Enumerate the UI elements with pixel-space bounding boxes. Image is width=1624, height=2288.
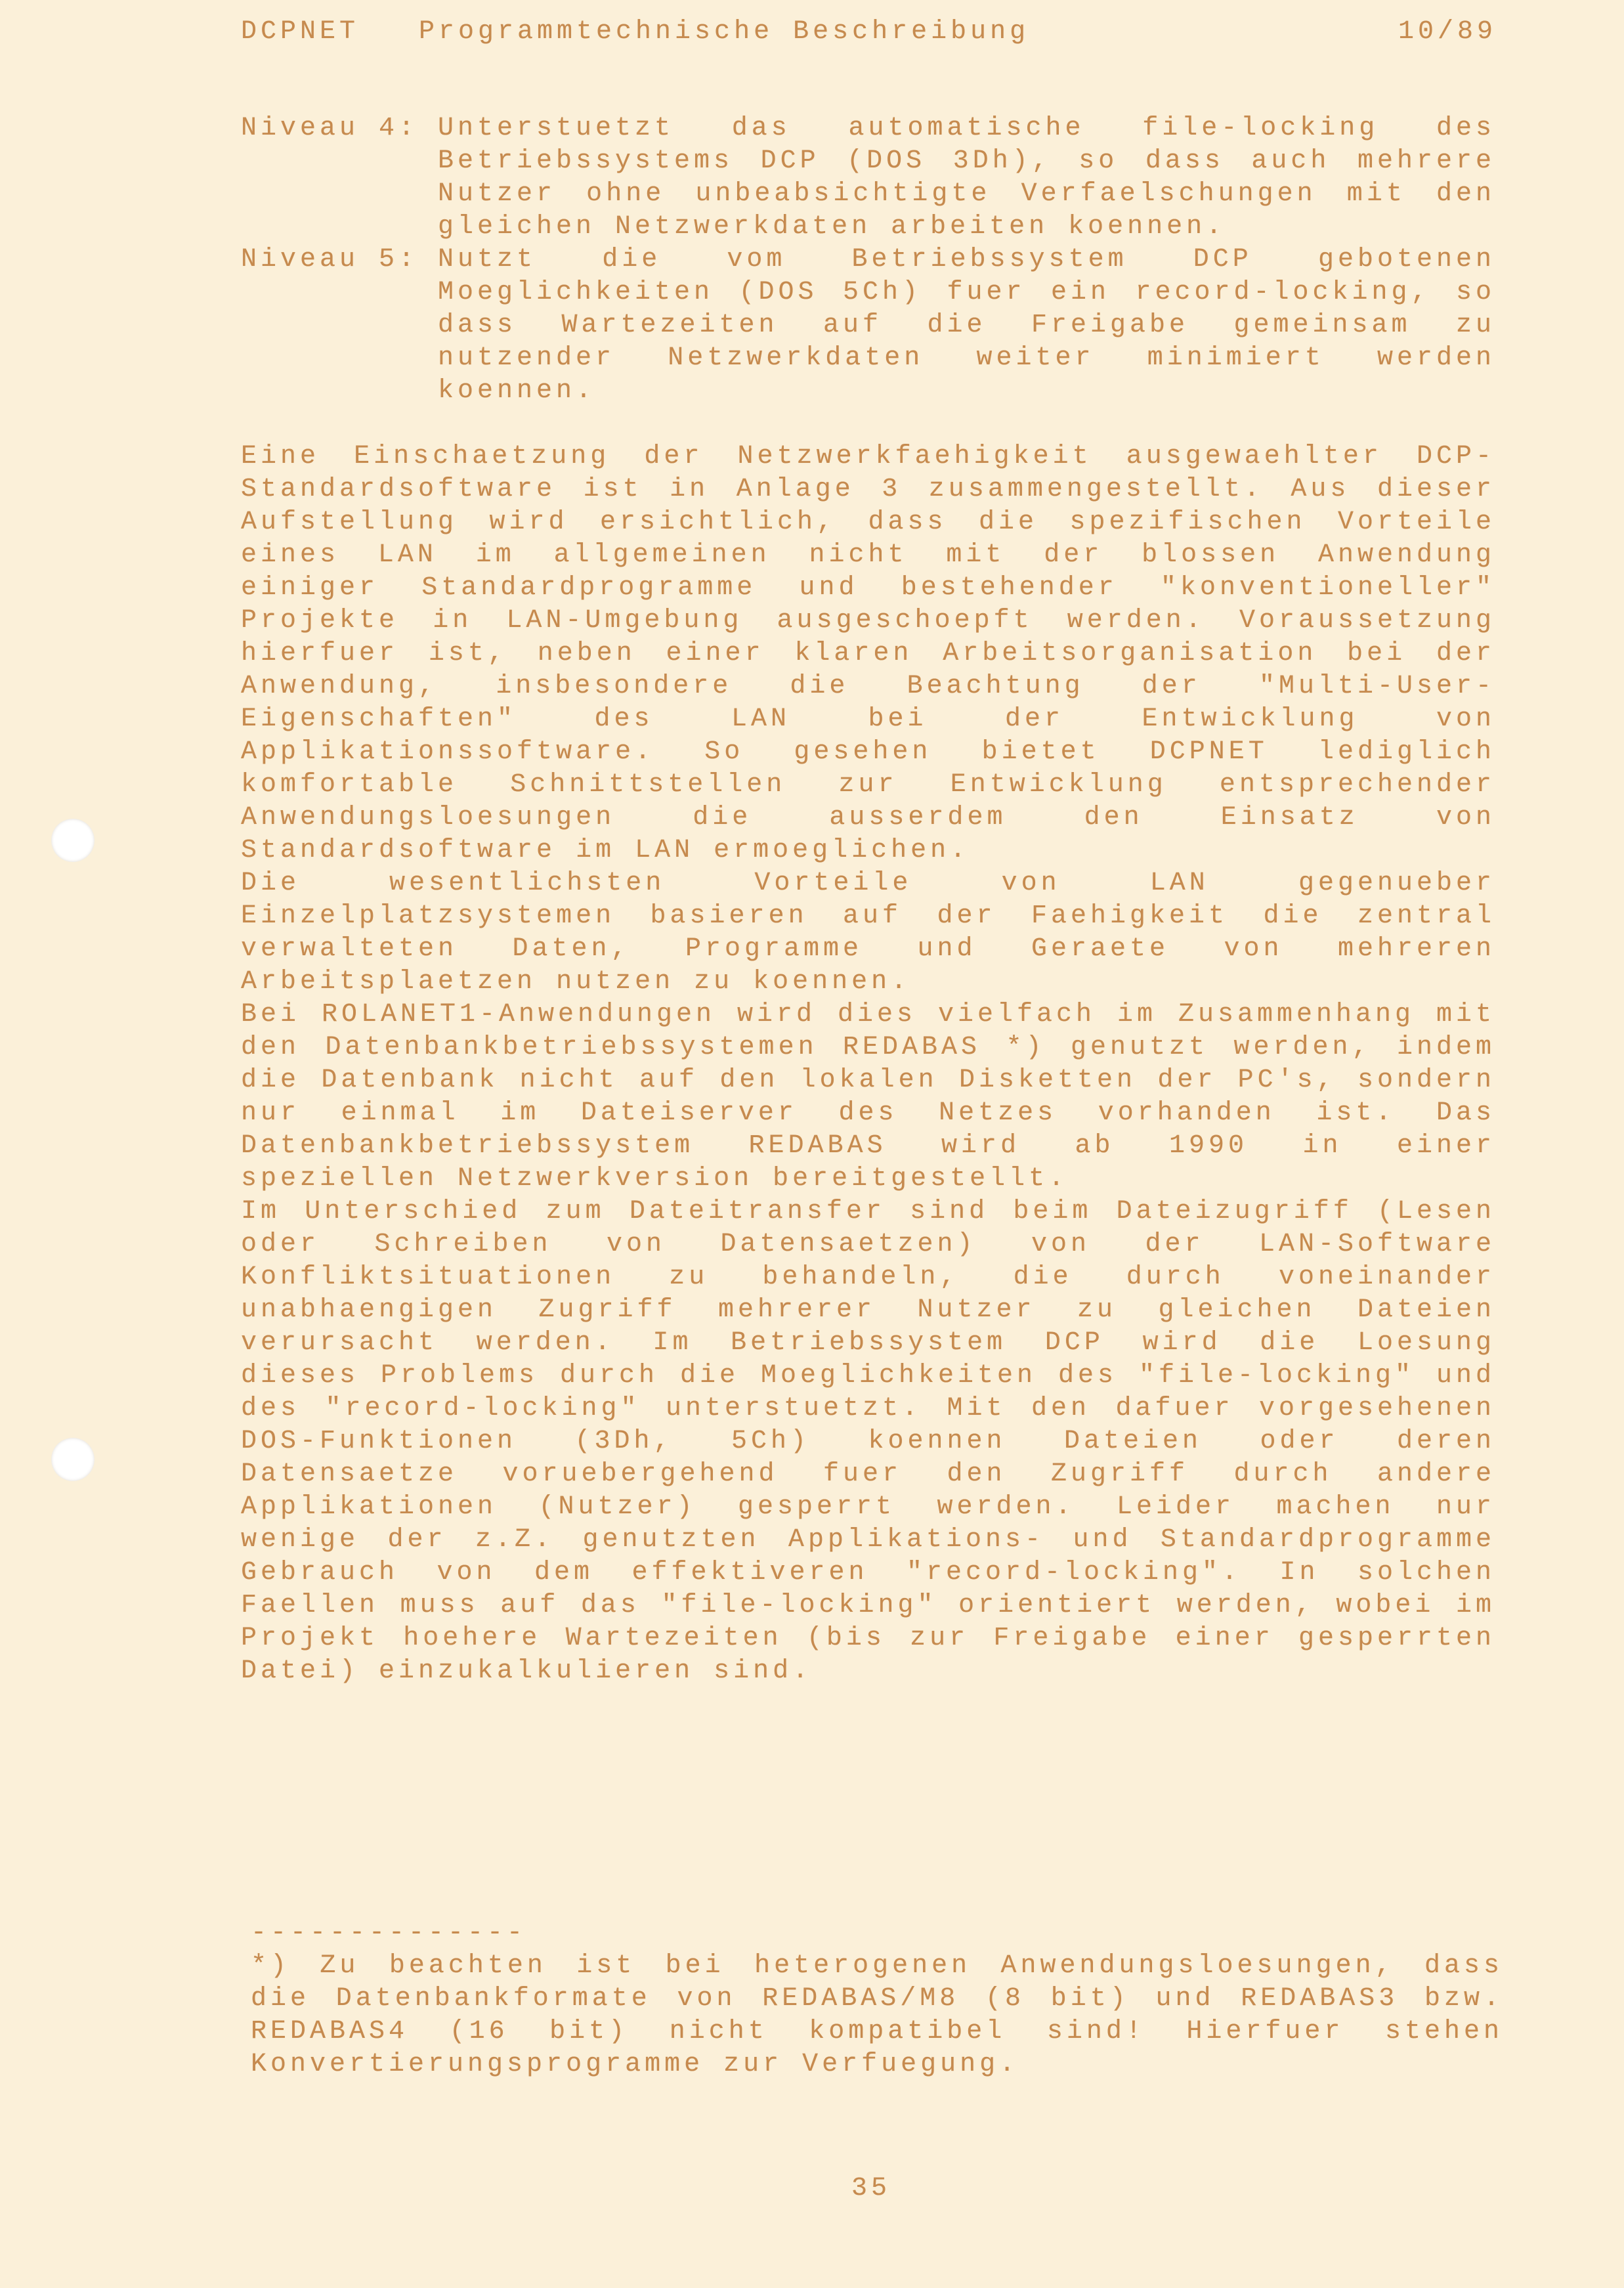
text-line: Projekte in LAN-Umgebung ausgeschoepft werden. Voraussetzung (241, 606, 1495, 636)
text-line: Gebrauch von dem effektiveren "record-locking". In solchen (241, 1558, 1495, 1587)
niveau-4-item (241, 112, 1495, 244)
text-line: verwalteten Daten, Programme und Geraete von mehreren (241, 934, 1495, 964)
text-line: Aufstellung wird ersichtlich, dass die spezifischen Vorteile (241, 507, 1495, 537)
text-line: Im Unterschied zum Dateitransfer sind beim Dateizugriff (Lesen (241, 1197, 1495, 1226)
header-title: Programmtechnische Beschreibung (419, 17, 1030, 47)
text-line: die Datenbank nicht auf den lokalen Disketten der PC's, sondern (241, 1066, 1495, 1095)
punch-hole-upper (51, 819, 95, 862)
text-line: hierfuer ist, neben einer klaren Arbeitsorganisation bei der (241, 639, 1495, 668)
niveau-label: Niveau 5: (241, 245, 419, 274)
text-line: wenige der z.Z. genutzten Applikations- und Standardprogramme (241, 1525, 1495, 1555)
text-line: Anwendungsloesungen die ausserdem den Einsatz von (241, 803, 1495, 832)
header-product: DCPNET (241, 17, 360, 47)
text-line: Arbeitsplaetzen nutzen zu koennen. (241, 967, 911, 997)
blank-line (241, 408, 1495, 441)
text-line: DOS-Funktionen (3Dh, 5Ch) koennen Dateien oder deren (241, 1427, 1495, 1456)
text-line: des "record-locking" unterstuetzt. Mit den dafuer vorgesehenen (241, 1394, 1495, 1423)
footnote-line: die Datenbankformate von REDABAS/M8 (8 bit) und REDABAS3 bzw. (251, 1984, 1503, 2014)
text-line: nutzender Netzwerkdaten weiter minimiert werden (438, 343, 1495, 373)
text-line: Anwendung, insbesondere die Beachtung der "Multi-User- (241, 672, 1495, 701)
text-line: oder Schreiben von Datensaetzen) von der LAN-Software (241, 1230, 1495, 1259)
text-line: Applikationen (Nutzer) gesperrt werden. Leider machen nur (241, 1492, 1495, 1522)
text-line: Standardsoftware im LAN ermoeglichen. (241, 836, 970, 865)
text-line: Applikationssoftware. So gesehen bietet DCPNET lediglich (241, 737, 1495, 767)
text-line: Projekt hoehere Wartezeiten (bis zur Freigabe einer gesperrten (241, 1624, 1495, 1653)
text-line: Datei) einzukalkulieren sind. (241, 1656, 813, 1686)
paragraph-vorteile (241, 867, 1495, 999)
body-text (241, 112, 1495, 1688)
footnote-line: Konvertierungsprogramme zur Verfuegung. (251, 2050, 1019, 2079)
text-line: nur einmal im Dateiserver des Netzes vorhanden ist. Das (241, 1098, 1495, 1128)
niveau-description (438, 244, 1495, 408)
text-line: Einzelplatzsystemen basieren auf der Faehigkeit die zentral (241, 901, 1495, 931)
text-line: Datenbankbetriebssystem REDABAS wird ab 1990 in einer (241, 1131, 1495, 1161)
text-line: Unterstuetzt das automatische file-locking des (438, 114, 1495, 143)
footnote-line: *) Zu beachten ist bei heterogenen Anwendungsloesungen, dass (251, 1951, 1503, 1981)
text-line: Moeglichkeiten (DOS 5Ch) fuer ein record-locking, so (438, 278, 1495, 307)
text-line: Nutzer ohne unbeabsichtigte Verfaelschungen mit den (438, 179, 1495, 209)
text-line: gleichen Netzwerkdaten arbeiten koennen. (438, 212, 1226, 242)
text-line: eines LAN im allgemeinen nicht mit der blossen Anwendung (241, 540, 1495, 570)
text-line: Nutzt die vom Betriebssystem DCP gebotenen (438, 245, 1495, 274)
paragraph-netzwerkfaehigkeit (241, 441, 1495, 867)
text-line: einiger Standardprogramme und bestehender "konventioneller" (241, 573, 1495, 603)
text-line: speziellen Netzwerkversion bereitgestellt. (241, 1164, 1069, 1194)
paragraph-dateizugriff (241, 1196, 1495, 1688)
text-line: Eine Einschaetzung der Netzwerkfaehigkeit ausgewaehlter DCP- (241, 442, 1495, 471)
text-line: Eigenschaften" des LAN bei der Entwicklung von (241, 704, 1495, 734)
text-line: koennen. (438, 376, 596, 406)
niveau-5-item (241, 244, 1495, 408)
footnote-line: REDABAS4 (16 bit) nicht kompatibel sind! Hierfuer stehen (251, 2017, 1503, 2046)
header-date: 10/89 (1398, 17, 1497, 47)
paragraph-rolanet (241, 999, 1495, 1196)
footnote (251, 1917, 1503, 2081)
text-line: Konfliktsituationen zu behandeln, die durch voneinander (241, 1263, 1495, 1292)
page-number: 35 (851, 2174, 891, 2203)
punch-hole-lower (51, 1438, 95, 1481)
text-line: verursacht werden. Im Betriebssystem DCP wird die Loesung (241, 1328, 1495, 1358)
text-line: unabhaengigen Zugriff mehrerer Nutzer zu gleichen Dateien (241, 1295, 1495, 1325)
text-line: Faellen muss auf das "file-locking" orientiert werden, wobei im (241, 1591, 1495, 1620)
text-line: dass Wartezeiten auf die Freigabe gemeinsam zu (438, 311, 1495, 340)
niveau-description (438, 112, 1495, 244)
niveau-label: Niveau 4: (241, 114, 419, 143)
text-line: Standardsoftware ist in Anlage 3 zusammengestellt. Aus dieser (241, 475, 1495, 504)
text-line: Betriebssystems DCP (DOS 3Dh), so dass auch mehrere (438, 146, 1495, 176)
text-line: Datensaetze voruebergehend fuer den Zugriff durch andere (241, 1459, 1495, 1489)
text-line: den Datenbankbetriebssystemen REDABAS *) genutzt werden, indem (241, 1033, 1495, 1062)
text-line: komfortable Schnittstellen zur Entwicklung entsprechender (241, 770, 1495, 800)
footnote-separator: -------------- (251, 1918, 527, 1948)
text-line: Bei ROLANET1-Anwendungen wird dies vielfach im Zusammenhang mit (241, 1000, 1495, 1029)
text-line: Die wesentlichsten Vorteile von LAN gegenueber (241, 869, 1495, 898)
text-line: dieses Problems durch die Moeglichkeiten des "file-locking" und (241, 1361, 1495, 1391)
